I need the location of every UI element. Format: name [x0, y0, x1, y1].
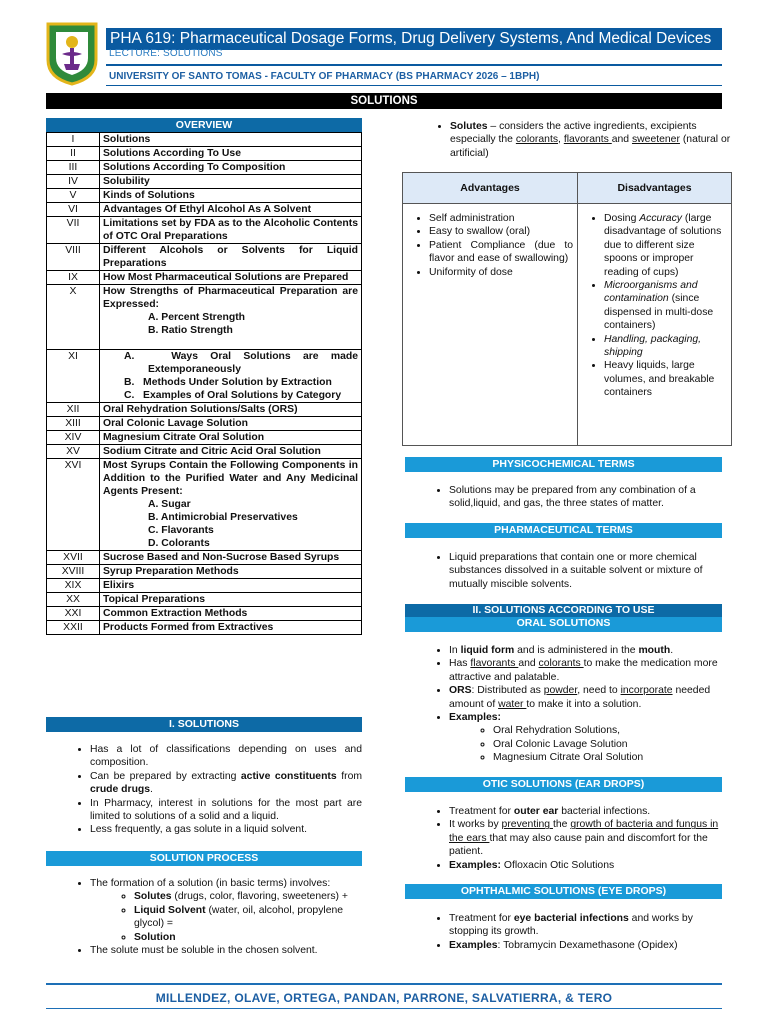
lecture-label: LECTURE: SOLUTIONS: [109, 48, 223, 59]
row-subtopic: C. Examples of Oral Solutions by Category: [124, 390, 342, 401]
solutions-list: [46, 743, 362, 837]
list-item: ◦ Oral Rehydration Solutions,: [493, 724, 722, 737]
row-topic: Oral Colonic Lavage Solution: [100, 417, 362, 431]
solutes-note: [402, 120, 732, 160]
row-subtopic: B. Ratio Strength: [148, 325, 233, 336]
row-number: XV: [47, 445, 100, 459]
list-item: ◦ Liquid Solvent (water, oil, alcohol, propylene glycol) =: [134, 904, 362, 931]
solutions-heading: I. SOLUTIONS: [46, 717, 362, 732]
list-item: • Examples: Tobramycin Dexamethasone (Opidex): [449, 939, 722, 952]
list-item: • Has a lot of classifications depending on uses and composition.: [90, 743, 362, 770]
list-item: • Can be prepared by extracting active constituents from crude drugs.: [90, 770, 362, 797]
table-row: [47, 621, 362, 635]
list-item: • In Pharmacy, interest in solutions for the most part are limited to solutions of a solid and a liquid.: [90, 797, 362, 824]
advantages-header: Advantages: [403, 173, 578, 204]
row-number: XIV: [47, 431, 100, 445]
row-number: IV: [47, 175, 100, 189]
list-item: • Dosing Accuracy (large disadvantage of solutions due to different size spoons or improper reading of cups): [604, 212, 727, 279]
row-number: XII: [47, 403, 100, 417]
table-row: [47, 607, 362, 621]
row-number: XXII: [47, 621, 100, 635]
row-number: XI: [47, 350, 100, 403]
solutions-use-heading: II. SOLUTIONS ACCORDING TO USE: [405, 604, 722, 617]
list-item: • Solutions may be prepared from any combination of a solid,liquid, and gas, the three states of matter.: [449, 484, 722, 511]
row-topic: How Strengths of Pharmaceutical Preparation are Expressed: A. Percent Strength B. Ratio Strength: [100, 285, 362, 350]
row-topic: Products Formed from Extractives: [100, 621, 362, 635]
table-row: [47, 161, 362, 175]
table-row: [47, 271, 362, 285]
list-item: • The solute must be soluble in the chosen solvent.: [90, 944, 362, 957]
table-row: [47, 417, 362, 431]
table-row: [47, 431, 362, 445]
list-item: • Self administration: [429, 212, 573, 225]
row-number: XVIII: [47, 565, 100, 579]
row-topic: Limitations set by FDA as to the Alcoholic Contents of OTC Oral Preparations: [100, 217, 362, 244]
oral-solutions-list: [405, 644, 722, 765]
list-item: ◦ Magnesium Citrate Oral Solution: [493, 751, 722, 764]
row-subtopic: D. Colorants: [148, 538, 210, 549]
table-row: [47, 593, 362, 607]
list-item: • Easy to swallow (oral): [429, 225, 573, 238]
row-topic: Kinds of Solutions: [100, 189, 362, 203]
list-item: ◦ Solutes (drugs, color, flavoring, sweeteners) +: [134, 890, 362, 903]
list-item: • Examples: ◦ Oral Rehydration Solutions, ◦ Oral Colonic Lavage Solution ◦ Magnesium Citrate Oral Solution: [449, 711, 722, 765]
table-row: [47, 203, 362, 217]
table-row: [47, 445, 362, 459]
row-subtopic: A. Ways Oral Solutions are made Extemporaneously: [124, 351, 358, 375]
table-row: [47, 244, 362, 271]
university-line: UNIVERSITY OF SANTO TOMAS - FACULTY OF PHARMACY (BS PHARMACY 2026 – 1BPH): [109, 71, 540, 82]
row-topic: Sucrose Based and Non-Sucrose Based Syrups: [100, 551, 362, 565]
row-number: IX: [47, 271, 100, 285]
physicochemical-heading: PHYSICOCHEMICAL TERMS: [405, 457, 722, 472]
table-row: [47, 285, 362, 350]
row-topic: [100, 350, 362, 403]
row-subtopic: B. Antimicrobial Preservatives: [148, 512, 298, 523]
disadvantages-header: Disadvantages: [578, 173, 732, 204]
list-item: • Treatment for outer ear bacterial infections.: [449, 805, 722, 818]
row-number: XVI: [47, 459, 100, 551]
list-item: ◦ Oral Colonic Lavage Solution: [493, 738, 722, 751]
table-row: [47, 350, 362, 403]
table-row: [47, 175, 362, 189]
row-subtopic: A. Sugar: [148, 499, 191, 510]
pharmaceutical-heading: PHARMACEUTICAL TERMS: [405, 523, 722, 538]
row-subtopic: A. Percent Strength: [148, 312, 245, 323]
row-topic: Elixirs: [100, 579, 362, 593]
advantages-cell: [403, 204, 578, 446]
ophthalmic-solutions-list: [405, 912, 722, 952]
row-topic: Syrup Preparation Methods: [100, 565, 362, 579]
list-item: • The formation of a solution (in basic terms) involves: ◦ Solutes (drugs, color, flavoring, sweeteners) + ◦ Liquid Solvent (water, oil, alcohol, propylene glycol) = ◦ Solution: [90, 877, 362, 944]
overview-table: [46, 132, 362, 635]
footer-divider-thin: [46, 1008, 722, 1009]
pharmaceutical-list: [405, 551, 722, 591]
otic-solutions-list: [405, 805, 722, 872]
row-topic: Most Syrups Contain the Following Components in Addition to the Purified Water and Any Medicinal Agents Present: A. Sugar B. Antimicrobial Preservatives C. Flavorants D. Colorants: [100, 459, 362, 551]
table-row: [47, 147, 362, 161]
row-subtopic: B. Methods Under Solution by Extraction: [124, 377, 332, 388]
otic-solutions-heading: OTIC SOLUTIONS (EAR DROPS): [405, 777, 722, 792]
list-item: • Patient Compliance (due to flavor and ease of swallowing): [429, 239, 573, 266]
university-seal-logo: [44, 20, 100, 86]
header-divider-thin: [106, 85, 722, 86]
table-row: [47, 403, 362, 417]
list-item: ◦ Solution: [134, 931, 362, 944]
list-item: • Heavy liquids, large volumes, and breakable containers: [604, 359, 727, 399]
list-item: • Has flavorants and colorants to make the medication more attractive and palatable.: [449, 657, 722, 684]
list-item: • Handling, packaging, shipping: [604, 333, 727, 360]
physicochemical-list: [405, 484, 722, 511]
row-topic: Magnesium Citrate Oral Solution: [100, 431, 362, 445]
row-number: XIX: [47, 579, 100, 593]
list-item: • Examples: Ofloxacin Otic Solutions: [449, 859, 722, 872]
row-number: V: [47, 189, 100, 203]
row-number: III: [47, 161, 100, 175]
table-row: [47, 565, 362, 579]
table-row: [47, 189, 362, 203]
disadvantages-cell: [578, 204, 732, 446]
table-row: [47, 217, 362, 244]
row-number: XVII: [47, 551, 100, 565]
header-divider: [106, 64, 722, 66]
list-item: • Solutes – considers the active ingredients, excipients especially the colorants, flavorants and sweetener (natural or artificial): [450, 120, 732, 160]
row-subtopic: C. Flavorants: [148, 525, 214, 536]
table-row: [47, 579, 362, 593]
row-topic: Common Extraction Methods: [100, 607, 362, 621]
row-number: I: [47, 133, 100, 147]
ophthalmic-solutions-heading: OPHTHALMIC SOLUTIONS (EYE DROPS): [405, 884, 722, 899]
row-topic: Advantages Of Ethyl Alcohol As A Solvent: [100, 203, 362, 217]
oral-solutions-heading: ORAL SOLUTIONS: [405, 617, 722, 632]
row-number: XXI: [47, 607, 100, 621]
list-item: • Less frequently, a gas solute in a liquid solvent.: [90, 823, 362, 836]
row-topic: Solutions According To Composition: [100, 161, 362, 175]
row-number: II: [47, 147, 100, 161]
list-item: • It works by preventing the growth of bacteria and fungus in the ears that may also cause pain and discomfort for the patient.: [449, 818, 722, 858]
advantages-table: [402, 172, 732, 446]
row-number: XIII: [47, 417, 100, 431]
solution-process-list: [46, 877, 362, 957]
row-number: VIII: [47, 244, 100, 271]
page-title: SOLUTIONS: [46, 93, 722, 109]
solution-process-heading: SOLUTION PROCESS: [46, 851, 362, 866]
list-item: • ORS: Distributed as powder, need to incorporate needed amount of water to make it into a solution.: [449, 684, 722, 711]
overview-heading: OVERVIEW: [46, 118, 362, 133]
list-item: • In liquid form and is administered in the mouth.: [449, 644, 722, 657]
table-row: [47, 459, 362, 551]
footer-divider: [46, 983, 722, 985]
row-topic: Solutions According To Use: [100, 147, 362, 161]
table-row: [47, 133, 362, 147]
table-row: [47, 551, 362, 565]
row-number: XX: [47, 593, 100, 607]
row-topic: Different Alcohols or Solvents for Liquid Preparations: [100, 244, 362, 271]
course-title: PHA 619: Pharmaceutical Dosage Forms, Drug Delivery Systems, And Medical Devices: [106, 28, 722, 50]
row-topic: Sodium Citrate and Citric Acid Oral Solution: [100, 445, 362, 459]
row-topic: Solutions: [100, 133, 362, 147]
list-item: • Microorganisms and contamination (since dispensed in multi-dose containers): [604, 279, 727, 333]
row-topic: Oral Rehydration Solutions/Salts (ORS): [100, 403, 362, 417]
list-item: • Treatment for eye bacterial infections and works by stopping its growth.: [449, 912, 722, 939]
footer-authors: MILLENDEZ, OLAVE, ORTEGA, PANDAN, PARRONE, SALVATIERRA, & TERO: [155, 991, 613, 1005]
list-item: • Liquid preparations that contain one or more chemical substances dissolved in a suitable solvent or mixture of mutually miscible solvents.: [449, 551, 722, 591]
row-number: VII: [47, 217, 100, 244]
row-topic: Topical Preparations: [100, 593, 362, 607]
row-topic: Solubility: [100, 175, 362, 189]
row-number: VI: [47, 203, 100, 217]
row-topic: How Most Pharmaceutical Solutions are Prepared: [100, 271, 362, 285]
list-item: • Uniformity of dose: [429, 266, 573, 279]
row-number: X: [47, 285, 100, 350]
